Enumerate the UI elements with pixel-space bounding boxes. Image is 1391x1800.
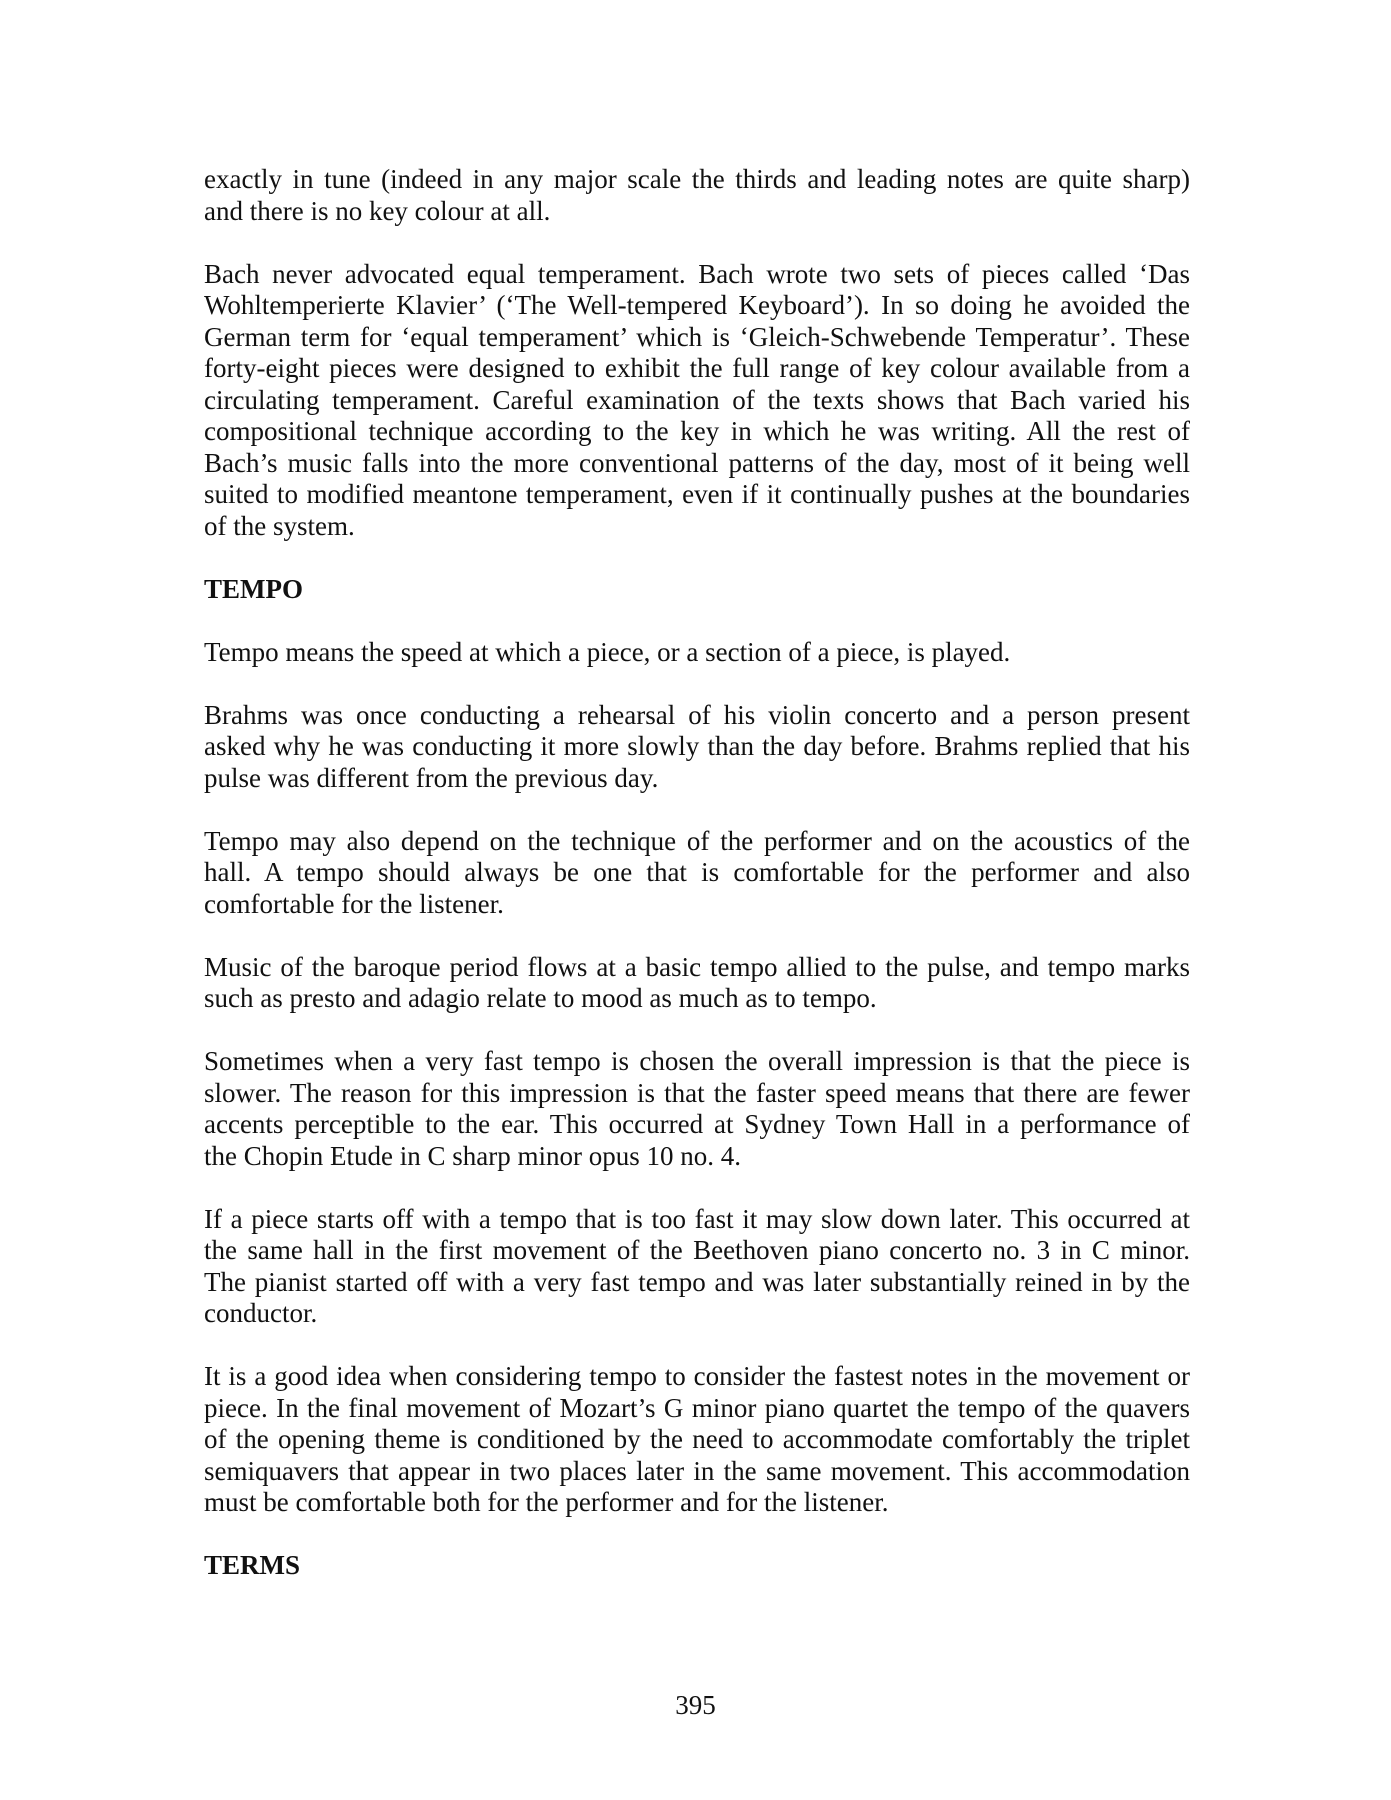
text-line: slower. The reason for this impression is that the faster speed means that there are fewer	[204, 1077, 1190, 1108]
text-line: Sometimes when a very fast tempo is chosen the overall impression is that the piece is	[204, 1046, 1190, 1076]
text-line: If a piece starts off with a tempo that is too fast it may slow down later. This occurred at	[204, 1203, 1190, 1234]
text-line: hall. A tempo should always be one that is comfortable for the performer and also	[204, 857, 1190, 887]
text-line: Wohltemperierte Klavier’ (‘The Well-tempered Keyboard’). In so doing he avoided the	[204, 290, 1190, 320]
paragraph	[204, 700, 1190, 795]
text-line: semiquavers that appear in two places later in the same movement. This accommodation	[204, 1455, 1190, 1486]
text-line: German term for ‘equal temperament’ which is ‘Gleich-Schwebende Temperatur’. These	[204, 321, 1190, 352]
paragraph	[204, 1046, 1190, 1172]
paragraph	[204, 952, 1190, 1015]
section-heading	[204, 1550, 1190, 1582]
text-line: the same hall in the first movement of the Beethoven piano concerto no. 3 in C minor.	[204, 1235, 1190, 1265]
text-line: such as presto and adagio relate to mood as much as to tempo.	[204, 983, 877, 1013]
text-line: Brahms was once conducting a rehearsal of his violin concerto and a person present	[204, 699, 1190, 730]
text-line: TEMPO	[204, 573, 303, 604]
page-body	[204, 164, 1190, 1613]
paragraph	[204, 826, 1190, 921]
text-line: suited to modified meantone temperament, even if it continually pushes at the boundaries	[204, 479, 1190, 509]
text-line: TERMS	[204, 1550, 301, 1580]
paragraph	[204, 637, 1190, 669]
text-line: Tempo may also depend on the technique of the performer and on the acoustics of the	[204, 825, 1190, 856]
paragraph	[204, 1361, 1190, 1519]
paragraph	[204, 259, 1190, 543]
text-line: piece. In the final movement of Mozart’s G minor piano quartet the tempo of the quavers	[204, 1392, 1190, 1423]
text-line: Music of the baroque period flows at a basic tempo allied to the pulse, and tempo marks	[204, 951, 1190, 982]
paragraph	[204, 1204, 1190, 1330]
text-line: Bach never advocated equal temperament. Bach wrote two sets of pieces called ‘Das	[204, 258, 1190, 289]
text-line: accents perceptible to the ear. This occurred at Sydney Town Hall in a performance of	[204, 1109, 1190, 1139]
text-line: Bach’s music falls into the more conventional patterns of the day, most of it being well	[204, 447, 1190, 478]
text-line: It is a good idea when considering tempo to consider the fastest notes in the movement or	[204, 1361, 1190, 1391]
text-line: The pianist started off with a very fast tempo and was later substantially reined in by the	[204, 1266, 1190, 1297]
text-line: conductor.	[204, 1298, 318, 1328]
section-heading	[204, 574, 1190, 606]
text-line: compositional technique according to the key in which he was writing. All the rest of	[204, 416, 1190, 446]
text-line: asked why he was conducting it more slowly than the day before. Brahms replied that his	[204, 731, 1190, 761]
text-line: of the system.	[204, 510, 355, 541]
paragraph	[204, 164, 1190, 227]
text-line: circulating temperament. Careful examination of the texts shows that Bach varied his	[204, 384, 1190, 415]
text-line: the Chopin Etude in C sharp minor opus 10 no. 4.	[204, 1140, 741, 1171]
text-line: Tempo means the speed at which a piece, or a section of a piece, is played.	[204, 636, 1011, 667]
text-line: forty-eight pieces were designed to exhibit the full range of key colour available from a	[204, 353, 1190, 383]
text-line: pulse was different from the previous day.	[204, 762, 659, 793]
text-line: exactly in tune (indeed in any major scale the thirds and leading notes are quite sharp)	[204, 164, 1190, 194]
text-line: of the opening theme is conditioned by the need to accommodate comfortably the triplet	[204, 1424, 1190, 1454]
text-line: comfortable for the listener.	[204, 888, 504, 919]
text-line: must be comfortable both for the performer and for the listener.	[204, 1487, 889, 1517]
text-line: and there is no key colour at all.	[204, 195, 551, 226]
page-number: 395	[675, 1690, 716, 1720]
